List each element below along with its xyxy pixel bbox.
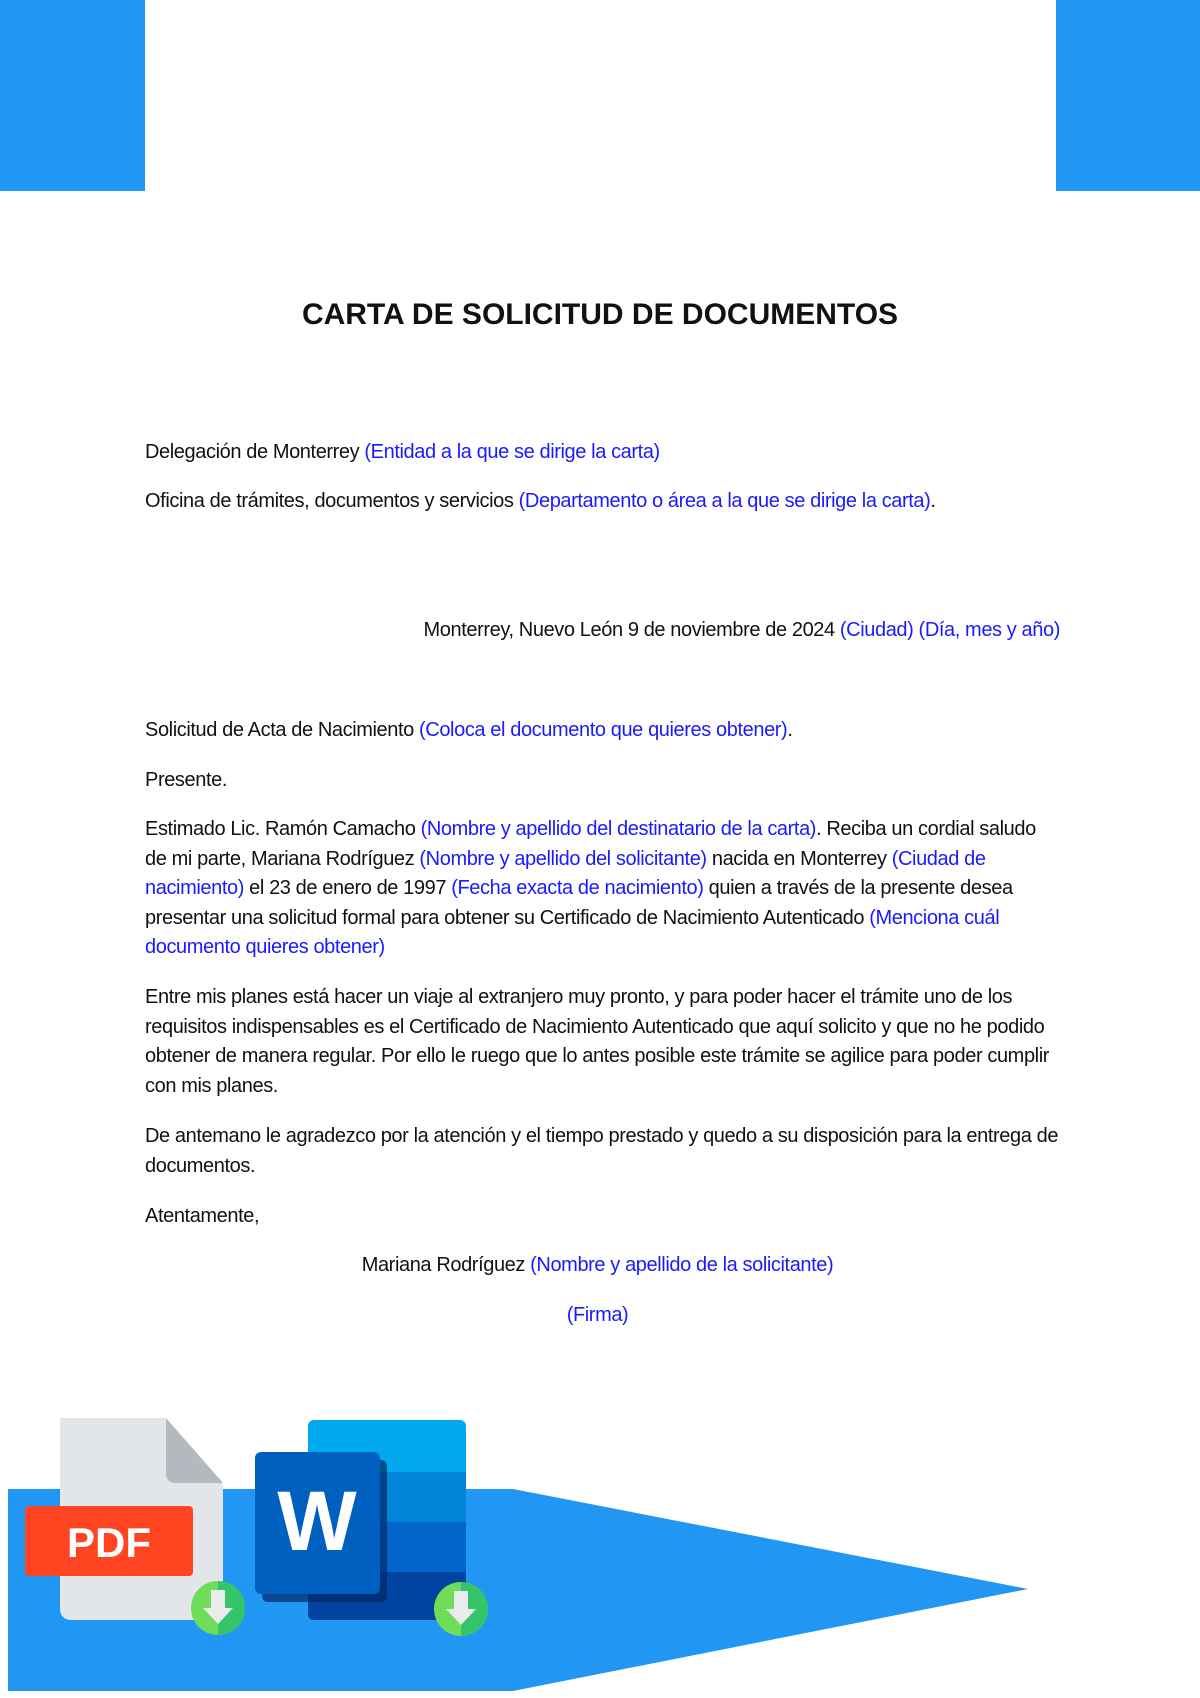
subject-line	[145, 716, 1060, 746]
placeholder-hint: (Fecha exacta de nacimiento)	[451, 877, 704, 899]
placeholder-hint: (Ciudad de nacimiento)	[145, 847, 986, 899]
signature-name	[145, 1251, 1050, 1281]
signature-placeholder: (Firma)	[566, 1304, 629, 1326]
placeholder-hint: (Nombre y apellido de la solicitante)	[530, 1254, 834, 1276]
body-paragraph-2: Entre mis planes está hacer un viaje al extranjero muy pronto, y para poder hacer el trámite uno de los requisitos indispensables es el Certificado de Nacimiento Autenticado que aquí solicito y que no he podido obtener de manera regular. Por ello le ruego que lo antes posible este trámite se agilice para poder cumplir con mis planes.	[145, 986, 1050, 1097]
text: Delegación de Monterrey	[145, 441, 365, 463]
text: el 23 de enero de 1997	[243, 877, 452, 899]
text: nacida en Monterrey	[706, 847, 892, 870]
text: quien a través de la presente desea presentar una solicitud formal para obtener su Certificado de Nacimiento Autenticado	[145, 877, 1013, 929]
corner-decoration-left	[0, 0, 145, 191]
body-paragraph-1	[145, 815, 1060, 963]
recipient-entity	[145, 438, 1060, 468]
text: Mariana Rodríguez	[361, 1254, 531, 1276]
pdf-label: PDF	[67, 1519, 151, 1566]
text: .	[930, 490, 936, 512]
corner-decoration-right	[1056, 0, 1200, 191]
recipient-department	[145, 487, 1060, 517]
placeholder-hint: (Entidad a la que se dirige la carta)	[364, 441, 660, 463]
text: Solicitud de Acta de Nacimiento	[145, 719, 420, 741]
text: Oficina de trámites, documentos y servicios	[145, 490, 519, 512]
text: Estimado Lic. Ramón Camacho	[145, 818, 421, 840]
placeholder-hint: (Departamento o área a la que se dirige la carta)	[518, 490, 931, 512]
pdf-file-icon[interactable]	[25, 1418, 245, 1680]
download-icons[interactable]	[20, 1410, 500, 1680]
text: .	[787, 719, 793, 741]
presente: Presente.	[145, 769, 228, 791]
document-title: CARTA DE SOLICITUD DE DOCUMENTOS	[301, 298, 899, 331]
text: Monterrey, Nuevo León 9 de noviembre de 2024	[423, 619, 840, 641]
placeholder-hint: (Menciona cuál documento quieres obtener)	[145, 906, 1000, 958]
word-file-icon[interactable]	[255, 1420, 488, 1636]
placeholder-hint: (Nombre y apellido del destinatario de la carta)	[420, 818, 817, 840]
word-label: W	[277, 1474, 357, 1568]
date-line	[145, 616, 1060, 646]
text: . Reciba un cordial saludo de mi parte, Mariana Rodríguez	[145, 818, 1036, 870]
placeholder-hint: (Coloca el documento que quieres obtener)	[419, 719, 788, 741]
closing: Atentamente,	[145, 1205, 260, 1227]
placeholder-hint: (Ciudad) (Día, mes y año)	[839, 619, 1060, 641]
body-paragraph-3: De antemano le agradezco por la atención y el tiempo prestado y quedo a su disposición para la entrega de documentos.	[145, 1125, 1059, 1177]
placeholder-hint: (Nombre y apellido del solicitante)	[419, 847, 707, 870]
